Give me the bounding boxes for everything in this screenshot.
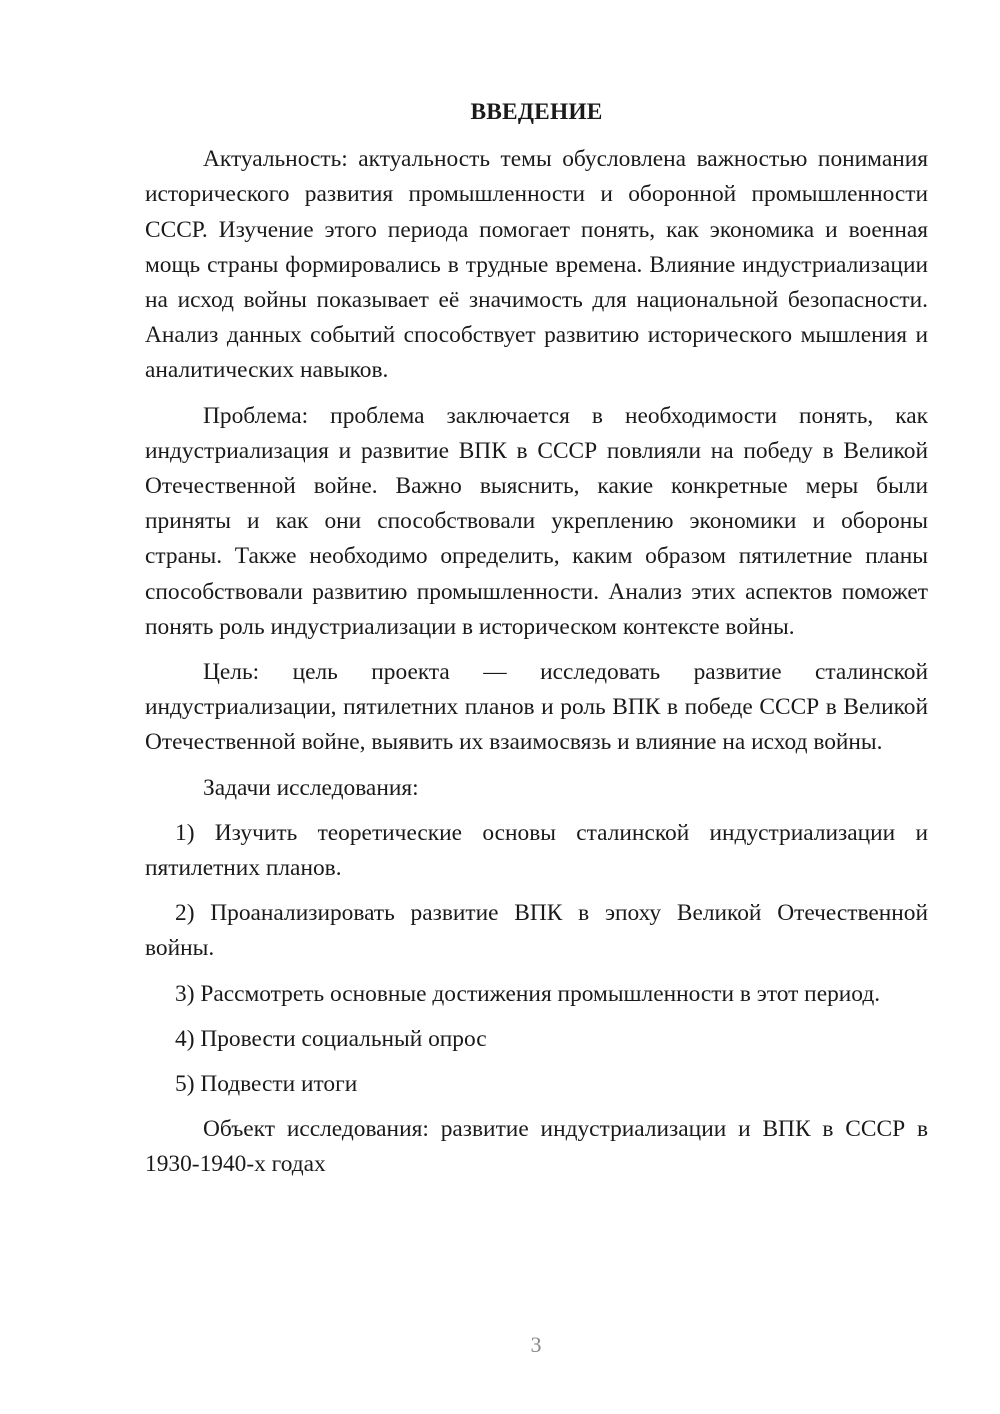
- tasks-heading: Задачи исследования:: [203, 774, 419, 801]
- task-item: 4) Провести социальный опрос: [175, 1025, 487, 1052]
- task-item: 3) Рассмотреть основные достижения промышленности в этот период.: [175, 980, 881, 1007]
- section-title: ВВЕДЕНИЕ: [470, 99, 603, 125]
- goal-paragraph: Цель: цель проекта — исследовать развитие сталинской индустриализации, пятилетних планов и роль ВПК в победе СССР в Великой Отечественной войне, выявить их взаимосвязь и влияние на исход войны.: [145, 659, 928, 756]
- relevance-paragraph: Актуальность: актуальность темы обусловлена важностью понимания исторического развития промышленности и оборонной промышленности СССР. Изучение этого периода помогает понять, как экономика и военная мощь страны формировались в трудные времена. Влияние индустриализации на исход войны показывает её значимость для национальной безопасности. Анализ данных событий способствует развитию исторического мышления и аналитических навыков.: [145, 146, 928, 384]
- page-content: [145, 95, 928, 1193]
- object-paragraph: Объект исследования: развитие индустриализации и ВПК в СССР в 1930-1940-х годах: [145, 1116, 928, 1178]
- page-number: 3: [530, 1332, 542, 1357]
- task-item: 5) Подвести итоги: [175, 1071, 358, 1098]
- problem-paragraph: Проблема: проблема заключается в необходимости понять, как индустриализация и развитие ВПК в СССР повлияли на победу в Великой Отечественной войне. Важно выяснить, какие конкретные меры были приняты и как они способствовали укреплению экономики и обороны страны. Также необходимо определить, каким образом пятилетние планы способствовали развитию промышленности. Анализ этих аспектов поможет понять роль индустриализации в историческом контексте войны.: [145, 402, 928, 640]
- task-item: 2) Проанализировать развитие ВПК в эпоху Великой Отечественной войны.: [145, 900, 928, 962]
- tasks-list: [145, 816, 928, 1102]
- task-item: 1) Изучить теоретические основы сталинской индустриализации и пятилетних планов.: [145, 819, 928, 882]
